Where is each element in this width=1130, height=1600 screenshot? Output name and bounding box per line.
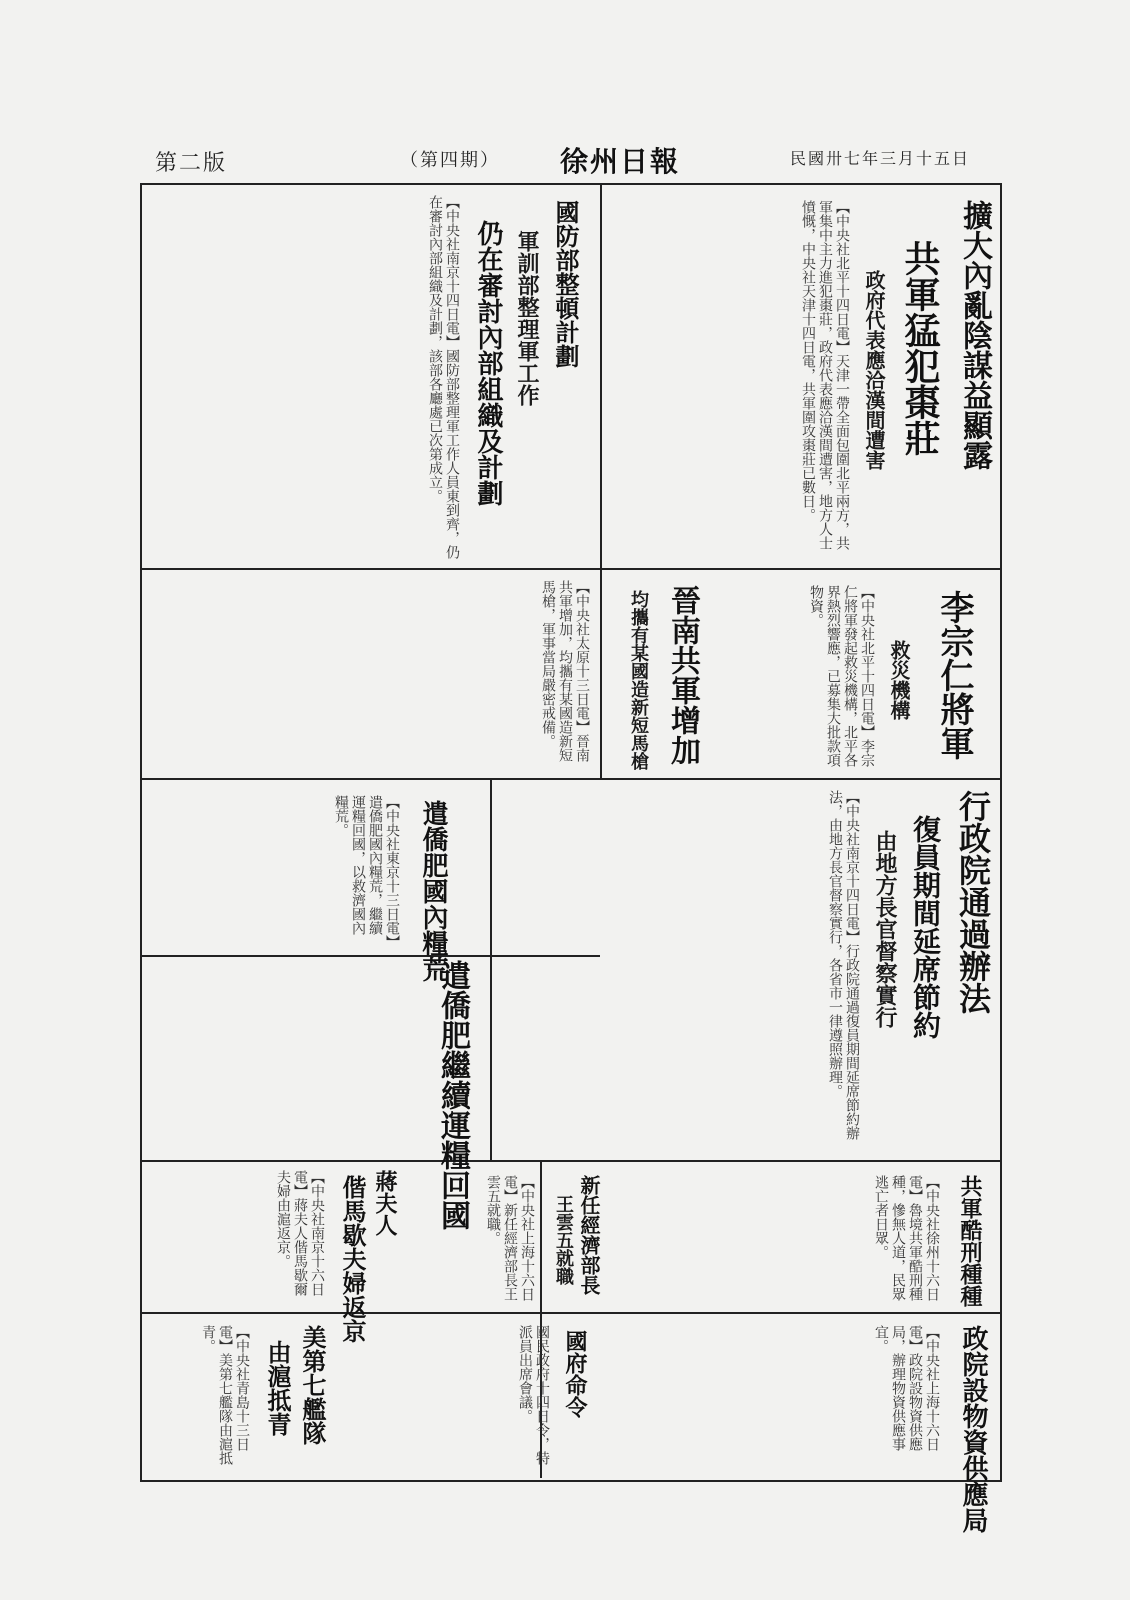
- article-body: 【中央社南京十四日電】行政院通過復員期間延席節約辦法，由地方長官督察實行，各省市一律遵照辦理。: [827, 790, 860, 1140]
- headline: 晉南共軍增加: [665, 585, 700, 765]
- article-body: 【中央社上海十六日電】政院設物資供應局，辦理物資供應事宜。: [873, 1325, 940, 1451]
- headline: 共軍酷刑種種: [957, 1175, 983, 1307]
- subheadline: 仍在審討內部組織及計劃: [473, 220, 503, 506]
- article-body: 【中央社徐州十六日電】魯境共軍酷刑種種，慘無人道，民眾逃亡者日眾。: [873, 1175, 940, 1301]
- headline: 蔣夫人: [372, 1170, 398, 1236]
- headline: 國府命令: [562, 1330, 588, 1418]
- column-rule: [490, 778, 492, 1160]
- subheadline: 共軍猛犯棗莊: [899, 240, 941, 456]
- section-rule: [140, 568, 1000, 570]
- subheadline-2: 政府代表應洽漢間遭害: [862, 270, 886, 470]
- column-rule: [600, 570, 602, 780]
- page-label: 第二版: [155, 151, 228, 176]
- subheadline: 遣僑肥繼續運糧回國: [435, 960, 470, 1230]
- article-body: 【中央社北平十四日電】李宗仁將軍發起救災機構，北平各界熱烈響應，已募集大批款項物資。: [808, 585, 875, 767]
- headline: 政院設物資供應局: [958, 1325, 988, 1533]
- subheadline: 王雲五就職: [553, 1195, 574, 1285]
- issue-date: 民國卅七年三月十五日: [790, 149, 971, 168]
- article-body: 【中央社南京十六日電】蔣夫人偕馬歇爾夫婦由滬返京。: [275, 1170, 325, 1296]
- subheadline: 均攜有某國造新短馬槍: [628, 590, 649, 770]
- section-rule: [140, 1160, 1000, 1162]
- article-body: 【中央社太原十三日電】晉南共軍增加，均攜有某國造新短馬槍，軍事當局嚴密戒備。: [540, 580, 590, 762]
- article-body: 【中央社青島十三日電】美第七艦隊由滬抵青。: [200, 1325, 250, 1465]
- paper-name: 徐州日報: [560, 145, 681, 178]
- headline: 國防部整頓計劃: [551, 200, 580, 368]
- section-rule: [140, 1312, 1000, 1314]
- section-rule: [140, 778, 1000, 780]
- issue-number: （第四期）: [400, 150, 500, 171]
- subheadline: 由滬抵青: [263, 1340, 292, 1436]
- headline: 遣僑肥國內糧荒: [418, 800, 448, 982]
- article-body: 【中央社東京十三日電】遣僑肥國內糧荒，繼續運糧回國，以救濟國內糧荒。: [333, 795, 400, 942]
- subheadline: 偕馬歇夫婦返京: [338, 1175, 367, 1343]
- subheadline-2: 軍訓部整理軍工作: [514, 230, 540, 406]
- subheadline: 救災機構: [887, 640, 911, 720]
- article-body: 【中央社南京十四日電】國防部整理軍工作人員東到齊，仍在審討內部組織及計劃，該部各廳處已次第成立。: [427, 195, 460, 559]
- subheadline: 復員期間延席節約: [909, 815, 942, 1039]
- headline: 李宗仁將軍: [934, 590, 974, 760]
- headline: 行政院通過辦法: [954, 790, 992, 1014]
- column-rule: [600, 185, 602, 568]
- headline: 新任經濟部長: [577, 1175, 601, 1295]
- headline: 美第七艦隊: [298, 1325, 327, 1445]
- article-body: 【中央社北平十四日電】天津一帶全面包圍北平兩方，共軍集中主力進犯棗莊，政府代表應洽漢間遭害，地方人士憤慨，中央社天津十四日電，共軍圍攻棗莊已數日。: [800, 200, 850, 550]
- subheadline-2: 由地方長官督察實行: [872, 830, 898, 1028]
- headline: 擴大內亂陰謀益顯露: [957, 200, 992, 470]
- article-body: 【中央社上海十六日電】新任經濟部長王雲五就職。: [485, 1175, 535, 1301]
- article-body: 國民政府十四日令，特派員出席會議。: [517, 1325, 550, 1465]
